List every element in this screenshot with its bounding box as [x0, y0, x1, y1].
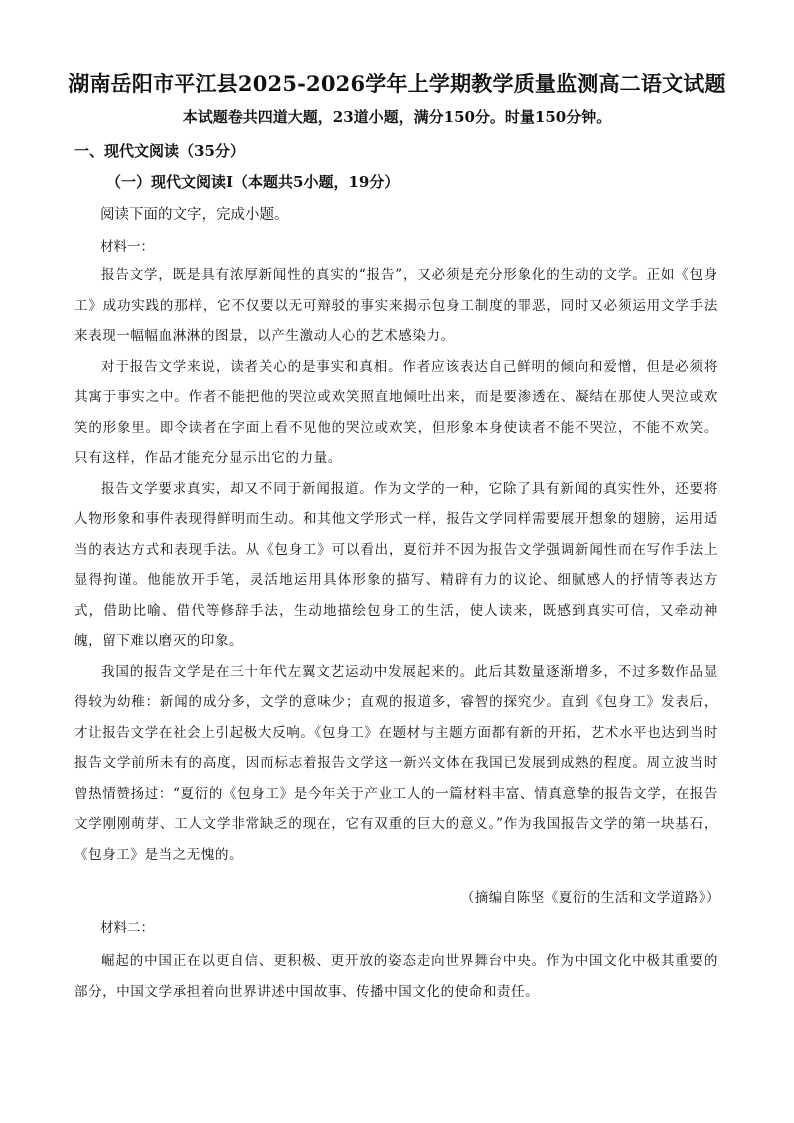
paragraph: 报告文学，既是具有浓厚新闻性的真实的“报告”，又必须是充分形象化的生动的文学。正如《包身工》成功实践的那样，它不仅要以无可辩驳的事实来揭示包身工制度的罪恶，同时又必须运用文学手法来表现一幅幅血淋淋的图景，以产生激动人心的艺术感染力。 [74, 267, 718, 344]
subsection-heading: （一）现代文阅读Ⅰ（本题共5小题，19分） [106, 173, 400, 191]
paragraph: 对于报告文学来说，读者关心的是事实和真相。作者应该表达自己鲜明的倾向和爱憎，但是必须将其寓于事实之中。作者不能把他的哭泣或欢笑照直地倾吐出来，而是要渗透在、凝结在那使人哭泣或欢笑的形象里。即令读者在字面上看不见他的哭泣或欢笑，但形象本身使读者不能不哭泣，不能不欢笑。只有这样，作品才能充分显示出它的力量。 [74, 358, 718, 466]
exam-title: 湖南岳阳市平江县2025-2026学年上学期教学质量监测高二语文试题 [68, 71, 726, 96]
material-two-body [74, 946, 718, 1007]
paragraph: 崛起的中国正在以更自信、更积极、更开放的姿态走向世界舞台中央。作为中国文化中极其重要的部分，中国文学承担着向世界讲述中国故事、传播中国文化的使命和责任。 [74, 953, 718, 1000]
material-one-body [74, 260, 718, 870]
paragraph: 报告文学要求真实，却又不同于新闻报道。作为文学的一种，它除了具有新闻的真实性外，还要将人物形象和事件表现得鲜明而生动。和其他文学形式一样，报告文学同样需要展开想象的翅膀，运用适当的表达方式和表现手法。从《包身工》可以看出，夏衍并不因为报告文学强调新闻性而在写作手法上显得拘谨。他能放开手笔，灵活地运用具体形象的描写、精辟有力的议论、细腻感人的抒情等表达方式，借助比喻、借代等修辞手法，生动地描绘包身工的生活，使人读来，既感到真实可信，又牵动神魄，留下难以磨灭的印象。 [74, 480, 718, 649]
paragraph: 我国的报告文学是在三十年代左翼文艺运动中发展起来的。此后其数量逐渐增多，不过多数作品显得较为幼稚：新闻的成分多，文学的意味少；直观的报道多，睿智的探究少。直到《包身工》发表后，才让报告文学在社会上引起极大反响。《包身工》在题材与主题方面都有新的开拓，艺术水平也达到当时报告文学前所未有的高度，因而标志着报告文学这一新兴文体在我国已发展到成熟的程度。周立波当时曾热情赞扬过：“夏衍的《包身工》是今年关于产业工人的一篇材料丰富、情真意挚的报告文学，在报告文学刚刚萌芽、工人文学非常缺乏的现在，它有双重的巨大的意义。”作为我国报告文学的第一块基石，《包身工》是当之无愧的。 [74, 663, 718, 863]
reading-instruction: 阅读下面的文字，完成小题。 [100, 207, 289, 223]
material-two-label: 材料二： [100, 920, 154, 936]
material-one-source: （摘编自陈坚《夏衍的生活和文学道路》） [460, 890, 720, 906]
exam-subtitle: 本试题卷共四道大题，23道小题，满分150分。时量150分钟。 [182, 108, 612, 126]
material-one-label: 材料一： [100, 239, 154, 255]
section-heading: 一、现代文阅读（35分） [74, 142, 245, 160]
